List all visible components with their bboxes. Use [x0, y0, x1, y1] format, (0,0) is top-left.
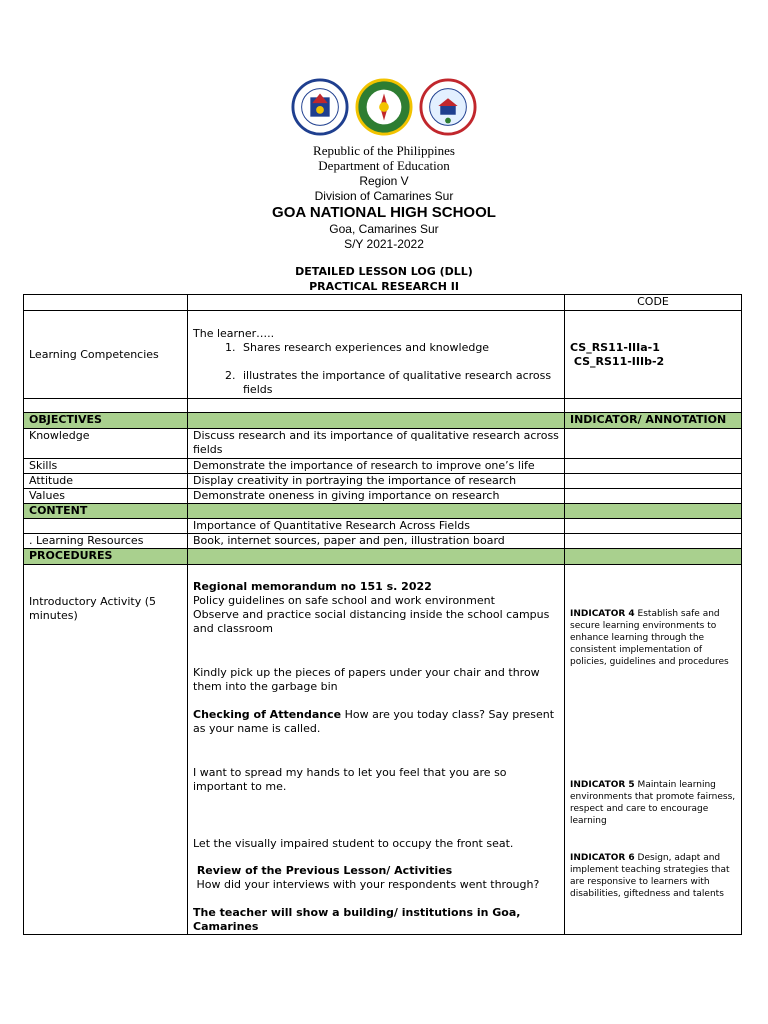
knowledge-row [24, 429, 742, 459]
skills-label: Skills [24, 459, 188, 474]
content-text: Importance of Quantitative Research Across Fields [188, 519, 565, 534]
deped-seal-icon [291, 78, 349, 136]
skills-row [24, 459, 742, 474]
building-line: The teacher will show a building/ institutions in Goa, Camarines [193, 906, 521, 933]
indicator-label: INDICATOR/ ANNOTATION [565, 413, 742, 429]
attitude-row [24, 474, 742, 489]
document-title: DETAILED LESSON LOG (DLL) [295, 265, 473, 278]
region-line: Region V [359, 174, 409, 188]
competency-codes [565, 311, 742, 399]
knowledge-label: Knowledge [24, 429, 188, 459]
attitude-text: Display creativity in portraying the importance of research [188, 474, 565, 489]
indicator-4-title: INDICATOR 4 [570, 609, 635, 619]
school-address: Goa, Camarines Sur [329, 222, 439, 236]
objectives-row [24, 413, 742, 429]
intro-activity-label: Introductory Activity (5 minutes) [24, 565, 188, 935]
content-label: CONTENT [24, 504, 188, 519]
resources-text: Book, internet sources, paper and pen, illustration board [188, 534, 565, 549]
resources-label: . Learning Resources [24, 534, 188, 549]
competencies-intro: The learner….. [193, 327, 275, 340]
school-seal-icon [419, 78, 477, 136]
indicator-5-title: INDICATOR 5 [570, 780, 635, 790]
resources-row [24, 534, 742, 549]
indicator-4 [570, 608, 736, 668]
school-year: S/Y 2021-2022 [344, 237, 424, 251]
interviews-line: How did your interviews with your respondents went through? [193, 878, 540, 891]
competencies-label: Learning Competencies [24, 311, 188, 399]
pickup-line: Kindly pick up the pieces of papers under your chair and throw them into the garbage bin [193, 666, 540, 693]
attitude-label: Attitude [24, 474, 188, 489]
department-line: Department of Education [318, 158, 450, 173]
values-text: Demonstrate oneness in giving importance on research [188, 489, 565, 504]
competency-item-1: 1. Shares research experiences and knowledge [239, 341, 559, 355]
memo-line: Regional memorandum no 151 s. 2022 [193, 580, 432, 593]
introductory-activity-row [24, 565, 742, 935]
competencies-row [24, 311, 742, 399]
values-row [24, 489, 742, 504]
competency-item-2: 2. illustrates the importance of qualitative research across fields [239, 369, 559, 397]
code-2: CS_RS11-IIIb-2 [570, 355, 665, 368]
code-header-row [24, 295, 742, 311]
indicator-6-title: INDICATOR 6 [570, 853, 635, 863]
indicator-6 [570, 852, 736, 900]
procedures-row [24, 549, 742, 565]
indicator-6-text: Design, adapt and implement teaching strategies that are responsive to learners with disabilities, giftedness and talents [570, 853, 730, 899]
school-name: GOA NATIONAL HIGH SCHOOL [272, 204, 496, 221]
review-line: Review of the Previous Lesson/ Activities [193, 864, 453, 877]
objectives-label: OBJECTIVES [24, 413, 188, 429]
knowledge-text: Discuss research and its importance of qualitative research across fields [188, 429, 565, 459]
republic-line: Republic of the Philippines [313, 143, 455, 158]
indicators-cell [565, 565, 742, 935]
observe-line: Observe and practice social distancing inside the school campus and classroom [193, 608, 550, 635]
code-header: CODE [565, 295, 742, 311]
content-row [24, 504, 742, 519]
policy-line: Policy guidelines on safe school and work environment [193, 594, 495, 607]
code-1: CS_RS11-IIIa-1 [570, 341, 660, 354]
spacer-row [24, 399, 742, 413]
skills-text: Demonstrate the importance of research to improve one’s life [188, 459, 565, 474]
competencies-cell [188, 311, 565, 399]
division-line: Division of Camarines Sur [314, 189, 454, 203]
attendance-label: Checking of Attendance [193, 708, 342, 721]
lesson-log-table [23, 294, 742, 935]
visually-impaired-line: Let the visually impaired student to occupy the front seat. [193, 837, 514, 850]
indicator-5-text: Maintain learning environments that promote fairness, respect and care to encourage learning [570, 780, 736, 826]
indicator-4-text: Establish safe and secure learning environments to enhance learning through the consistent implementation of policies, guidelines and procedures [570, 609, 729, 667]
intro-activity-cell [188, 565, 565, 935]
competencies-list [193, 341, 559, 397]
subject-title: PRACTICAL RESEARCH II [309, 280, 459, 293]
division-seal-icon [355, 78, 413, 136]
attendance-line [193, 708, 559, 736]
values-label: Values [24, 489, 188, 504]
logo-row [0, 78, 768, 136]
spread-line: I want to spread my hands to let you feel that you are so important to me. [193, 766, 507, 793]
procedures-label: PROCEDURES [24, 549, 188, 565]
attendance-text: How are you today class? Say present as your name is called. [193, 708, 555, 735]
indicator-5 [570, 779, 736, 827]
content-text-row [24, 519, 742, 534]
